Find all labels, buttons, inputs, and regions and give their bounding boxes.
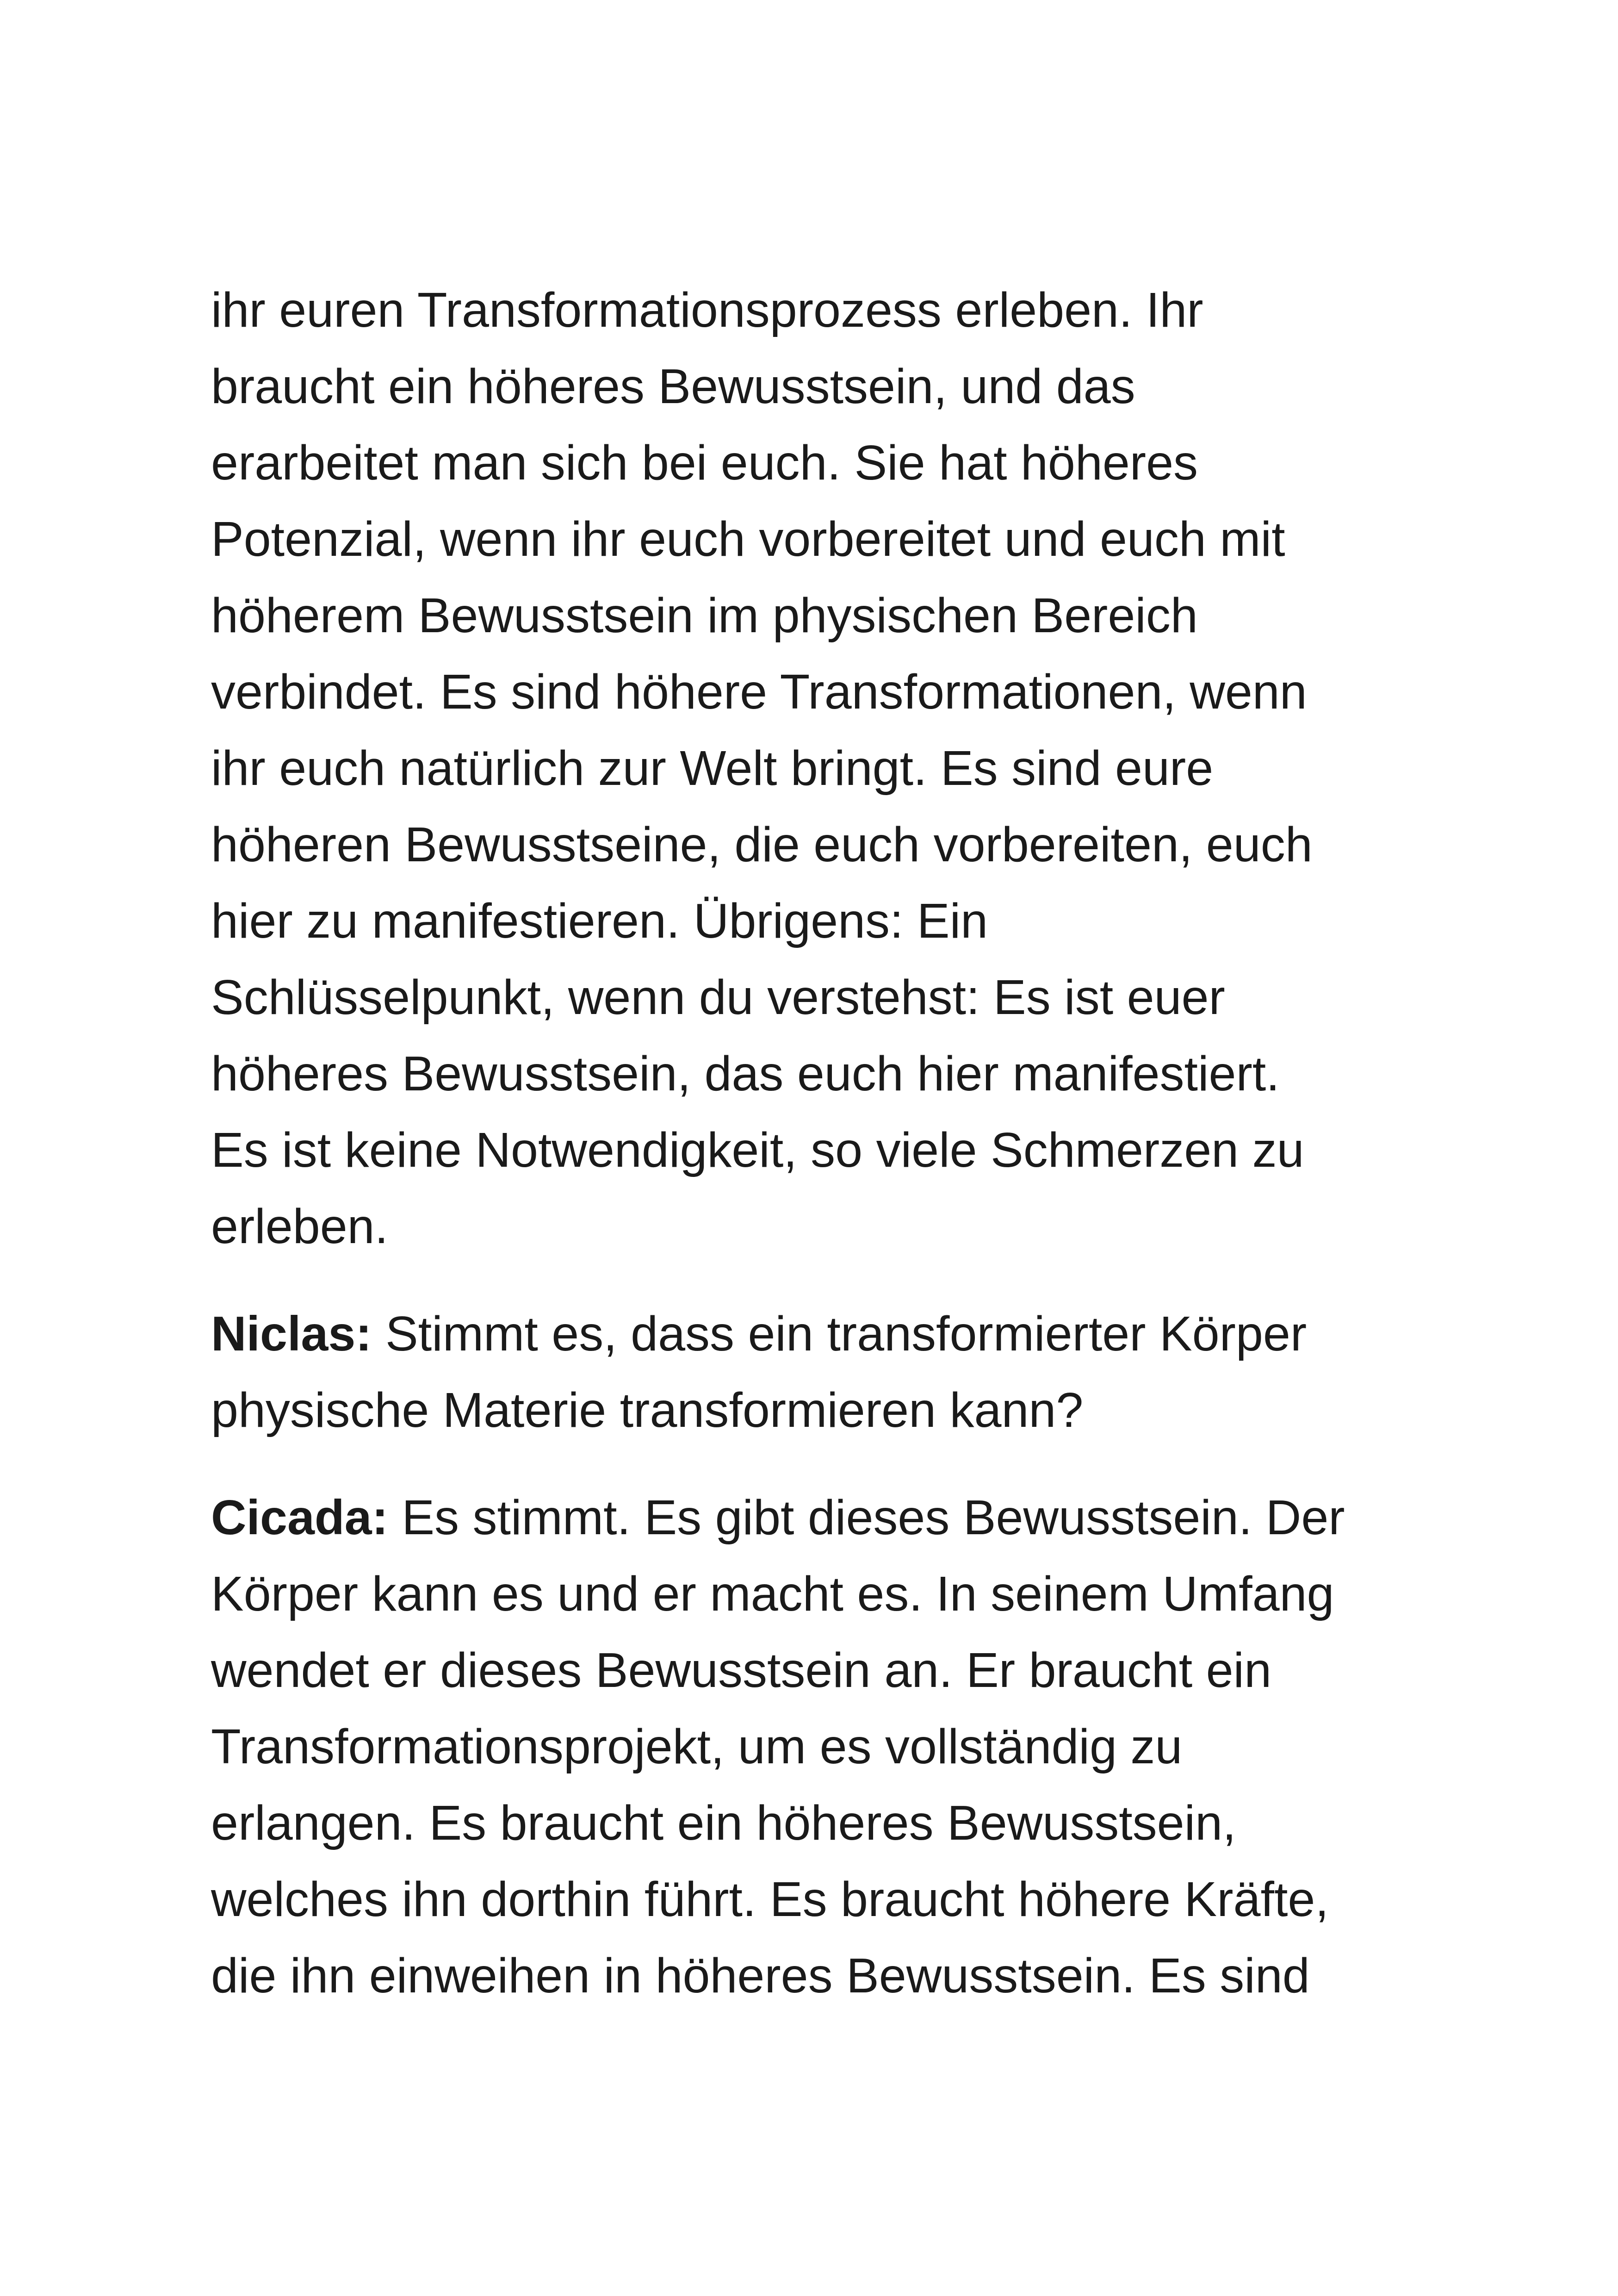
text-line: höherem Bewusstsein im physischen Bereich bbox=[211, 588, 1198, 643]
text-line: Es ist keine Notwendigkeit, so viele Schmerzen zu bbox=[211, 1123, 1304, 1177]
text-line: Schlüsselpunkt, wenn du verstehst: Es ist euer bbox=[211, 970, 1225, 1025]
text-line bbox=[211, 1296, 1432, 1372]
text-line: physische Materie transformieren kann? bbox=[211, 1383, 1084, 1437]
text-line: wendet er dieses Bewusstsein an. Er braucht ein bbox=[211, 1643, 1272, 1698]
text-line: erleben. bbox=[211, 1199, 389, 1254]
text-body bbox=[211, 272, 1432, 2014]
text-line: ihr euch natürlich zur Welt bringt. Es sind eure bbox=[211, 741, 1214, 796]
text-line: höheren Bewusstseine, die euch vorbereiten, euch bbox=[211, 817, 1313, 872]
paragraph-niclas bbox=[211, 1296, 1432, 1449]
text-line bbox=[211, 1480, 1432, 1556]
paragraph-continuation bbox=[211, 272, 1432, 1265]
text-line: hier zu manifestieren. Übrigens: Ein bbox=[211, 894, 988, 948]
paragraph-cicada bbox=[211, 1480, 1432, 2014]
text-line: höheres Bewusstsein, das euch hier manifestiert. bbox=[211, 1046, 1280, 1101]
text-line: braucht ein höheres Bewusstsein, und das bbox=[211, 359, 1135, 414]
text-line: welches ihn dorthin führt. Es braucht höhere Kräfte, bbox=[211, 1872, 1329, 1927]
text-line: erlangen. Es braucht ein höheres Bewusstsein, bbox=[211, 1796, 1236, 1850]
text-line: Körper kann es und er macht es. In seinem Umfang bbox=[211, 1567, 1334, 1621]
speech-text: Stimmt es, dass ein transformierter Körper bbox=[372, 1307, 1307, 1361]
text-line: verbindet. Es sind höhere Transformationen, wenn bbox=[211, 665, 1307, 719]
speech-text: Es stimmt. Es gibt dieses Bewusstsein. Der bbox=[388, 1490, 1345, 1545]
text-line: Potenzial, wenn ihr euch vorbereitet und euch mit bbox=[211, 512, 1285, 566]
speaker-name: Niclas: bbox=[211, 1307, 372, 1361]
text-line: ihr euren Transformationsprozess erleben. Ihr bbox=[211, 283, 1203, 337]
text-line: erarbeitet man sich bei euch. Sie hat höheres bbox=[211, 436, 1198, 490]
text-line: die ihn einweihen in höheres Bewusstsein. Es sind bbox=[211, 1948, 1310, 2003]
speaker-name: Cicada: bbox=[211, 1490, 388, 1545]
text-line: Transformationsprojekt, um es vollständig zu bbox=[211, 1719, 1183, 1774]
